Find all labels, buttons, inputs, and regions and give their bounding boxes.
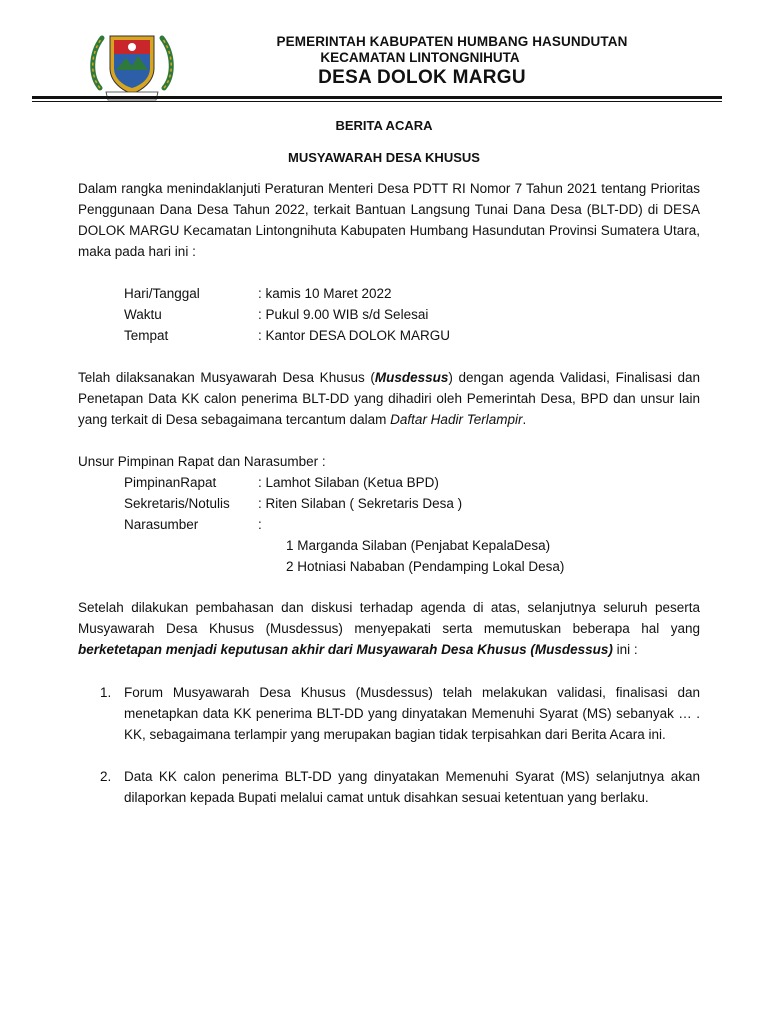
list-item-number: 2. [100, 769, 112, 784]
time-label: Waktu [124, 307, 162, 322]
chair-value: : Lamhot Silaban (Ketua BPD) [258, 475, 439, 490]
time-value: : Pukul 9.00 WIB s/d Selesai [258, 307, 429, 322]
musdessus-abbr: Musdessus [374, 370, 449, 385]
decision-text-start: Setelah dilakukan pembahasan dan diskusi terhadap agenda di atas, selanjutnya seluruh peserta Musyawarah Desa Khusus (Musdessus) menyepakati serta memutuskan beberapa hal yang [78, 600, 700, 636]
meeting-text-start: Telah dilaksanakan Musyawarah Desa Khusus ( [78, 370, 375, 385]
meeting-text-middle: ) dengan agenda Validasi, Finalisasi dan Penetapan Data KK calon penerima BLT-DD yang dihadiri oleh Pemerintah Desa, BPD dan unsur lain yang terkait di Desa sebagaimana tercantum dalam [78, 370, 700, 427]
day-label: Hari/Tanggal [124, 286, 200, 301]
intro-paragraph: Dalam rangka menindaklanjuti Peraturan Menteri Desa PDTT RI Nomor 7 Tahun 2021 tentang Prioritas Penggunaan Dana Desa Tahun 2022, terkait Bantuan Langsung Tunai Dana Desa (BLT-DD) di DESA DOLOK MARGU Kecamatan Lintongnihuta Kabupaten Humbang Hasundutan Provinsi Sumatera Utara, maka pada hari ini : [78, 181, 700, 259]
letterhead-government: PEMERINTAH KABUPATEN HUMBANG HASUNDUTAN [276, 34, 628, 49]
chair-label: PimpinanRapat [124, 475, 217, 490]
document-title: BERITA ACARA [335, 118, 433, 133]
day-value: : kamis 10 Maret 2022 [258, 286, 392, 301]
letterhead [190, 34, 690, 90]
speaker-item: 1 Marganda Silaban (Penjabat KepalaDesa) [286, 538, 551, 553]
secretary-label: Sekretaris/Notulis [124, 496, 230, 511]
place-label: Tempat [124, 328, 169, 343]
decision-emphasis: berketetapan menjadi keputusan akhir dari Musyawarah Desa Khusus (Musdessus) [78, 642, 613, 657]
attendance-reference: Daftar Hadir Terlampir [390, 412, 523, 427]
speaker-item: 2 Hotniasi Nababan (Pendamping Lokal Desa) [286, 559, 565, 574]
leaders-heading: Unsur Pimpinan Rapat dan Narasumber : [78, 454, 326, 469]
letterhead-village: DESA DOLOK MARGU [318, 67, 526, 88]
list-item-text: Data KK calon penerima BLT-DD yang dinyatakan Memenuhi Syarat (MS) selanjutnya akan dilaporkan kepada Bupati melalui camat untuk disahkan sesuai ketentuan yang berlaku. [124, 769, 700, 805]
secretary-value: : Riten Silaban ( Sekretaris Desa ) [258, 496, 463, 511]
letterhead-district: KECAMATAN LINTONGNIHUTA [320, 50, 520, 65]
meeting-text-end: . [522, 412, 527, 427]
speaker-label: Narasumber [124, 517, 199, 532]
place-value: : Kantor DESA DOLOK MARGU [258, 328, 451, 343]
letterhead-divider-thin [32, 101, 722, 102]
meeting-paragraph [78, 367, 700, 430]
decision-paragraph [78, 597, 700, 660]
speaker-colon: : [258, 517, 262, 532]
letterhead-divider [32, 96, 722, 99]
decision-text-end: ini : [612, 642, 638, 657]
list-item-number: 1. [100, 685, 112, 700]
document-subtitle: MUSYAWARAH DESA KHUSUS [288, 150, 480, 165]
list-item-text: Forum Musyawarah Desa Khusus (Musdessus) telah melakukan validasi, finalisasi dan menetapkan data KK penerima BLT-DD yang dinyatakan Memenuhi Syarat (MS) sebanyak … . KK, sebagaimana terlampir yang merupakan bagian tidak terpisahkan dari Berita Acara ini. [124, 685, 700, 742]
